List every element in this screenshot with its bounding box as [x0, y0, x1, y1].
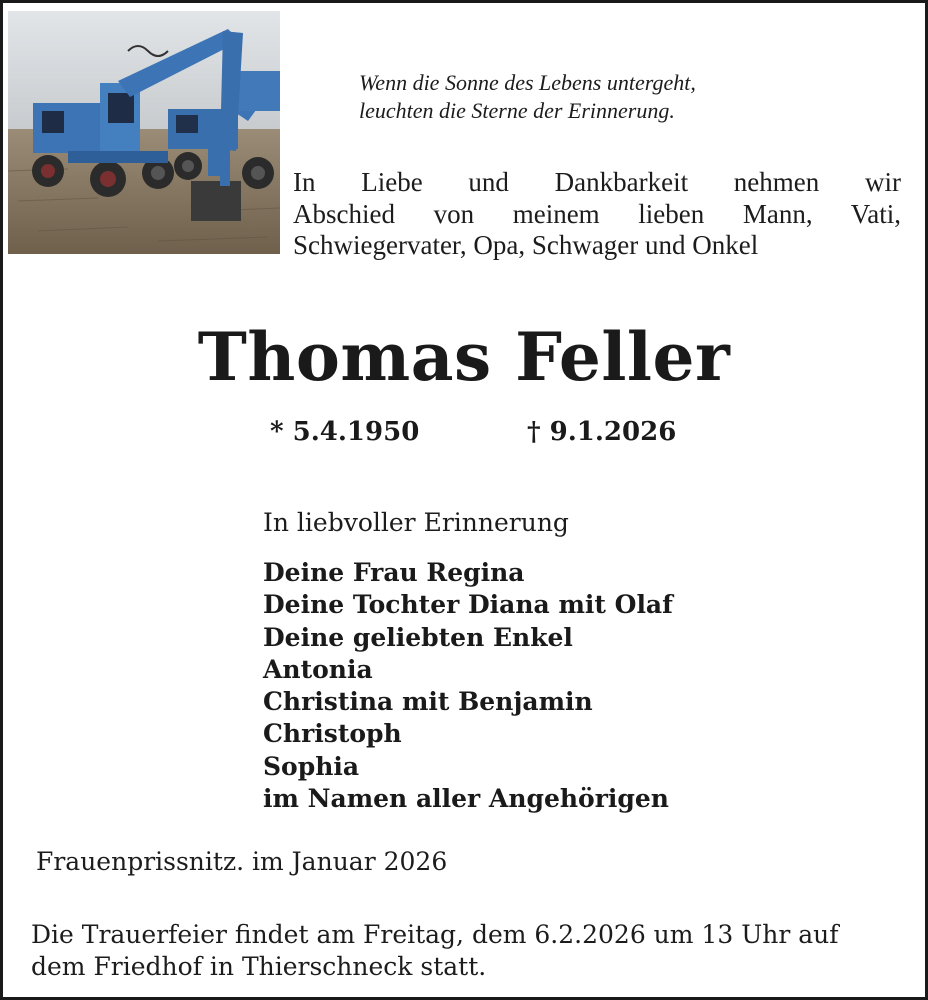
family-member: im Namen aller Angehörigen: [263, 784, 669, 814]
memorial-poem: [359, 69, 696, 125]
farewell-line: Schwiegervater, Opa, Schwager und Onkel: [293, 230, 759, 260]
family-member: Deine Frau Regina: [263, 558, 525, 587]
place-and-date: Frauenprissnitz. im Januar 2026: [36, 847, 448, 876]
memory-heading: In liebvoller Erinnerung: [263, 508, 569, 537]
farewell-line: In Liebe und Dankbarkeit nehmen wir: [293, 167, 901, 197]
deceased-name: Thomas Feller: [197, 318, 731, 396]
poem-line: Wenn die Sonne des Lebens untergeht,: [359, 70, 696, 95]
funeral-info: [31, 919, 911, 983]
excavator-image: [8, 11, 280, 254]
farewell-line: Abschied von meinem lieben Mann, Vati,: [293, 198, 901, 229]
family-list: [263, 557, 673, 815]
funeral-line: dem Friedhof in Thierschneck statt.: [31, 952, 487, 981]
funeral-line: Die Trauerfeier findet am Freitag, dem 6.2.2026 um 13 Uhr auf: [31, 920, 839, 949]
farewell-text: [293, 167, 901, 262]
family-member: Deine geliebten Enkel: [263, 622, 573, 652]
birth-date: * 5.4.1950: [270, 417, 420, 447]
poem-line: leuchten die Sterne der Erinnerung.: [359, 98, 675, 123]
family-member: Deine Tochter Diana mit Olaf: [263, 590, 673, 620]
family-member: Christina mit Benjamin: [263, 687, 593, 717]
family-member: Sophia: [263, 751, 360, 781]
family-member: Christoph: [263, 719, 402, 749]
death-date: † 9.1.2026: [527, 417, 677, 447]
excavator-photo: [8, 11, 280, 254]
family-member: Antonia: [263, 654, 373, 684]
